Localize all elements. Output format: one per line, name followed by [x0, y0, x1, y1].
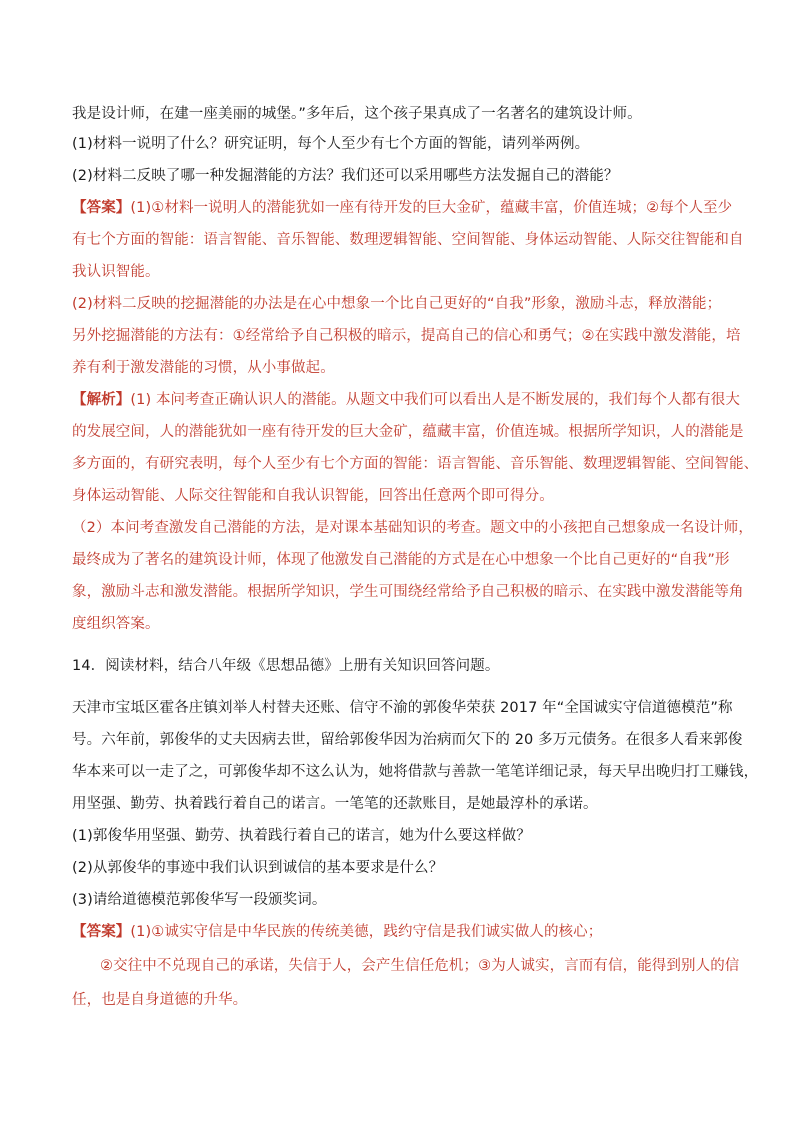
answer-tag: 【答案】: [72, 200, 131, 216]
answer-text: 有七个方面的智能：语言智能、音乐智能、数理逻辑智能、空间智能、身体运动智能、人际交往智能和自: [72, 232, 744, 248]
question-1: (1)材料一说明了什么？研究证明，每个人至少有七个方面的智能，请列举两例。: [72, 136, 590, 152]
analysis-text: 多方面的，有研究表明，每个人至少有七个方面的智能：语言智能、音乐智能、数理逻辑智能、空间智能、: [72, 456, 759, 472]
analysis-text: （2）本问考查激发自己潜能的方法，是对课本基础知识的考查。题文中的小孩把自己想象成一名设计师，: [72, 520, 753, 536]
question-2: (2)材料二反映了哪一种发掘潜能的方法？我们还可以采用哪些方法发掘自己的潜能？: [72, 168, 619, 184]
analysis-tag: 【解析】: [72, 392, 131, 408]
material-text-line: 我是设计师，在建一座美丽的城堡。”多年后，这个孩子果真成了一名著名的建筑设计师。: [72, 106, 642, 122]
answer-text: 另外挖掘潜能的方法有：①经常给予自己积极的暗示，提高自己的信心和勇气；②在实践中激发潜能，培: [72, 328, 741, 344]
answer-text: 任，也是自身道德的升华。: [72, 992, 248, 1008]
analysis-text: 的发展空间，人的潜能犹如一座有待开发的巨大金矿，蕴藏丰富，价值连城。根据所学知识，人的潜能是: [72, 424, 744, 440]
material-text-line: 天津市宝坻区霍各庄镇刘举人村替夫还账、信守不渝的郭俊华荣获 2017 年“全国诚实守信道德模范”称: [72, 700, 733, 716]
question-3: (3)请给道德模范郭俊华写一段颁奖词。: [72, 892, 327, 908]
analysis-text: (1) 本问考查正确认识人的潜能。从题文中我们可以看出人是不断发展的，我们每个人都有很大: [130, 392, 740, 408]
answer-tag: 【答案】: [72, 924, 131, 940]
analysis-text: 最终成为了著名的建筑设计师，体现了他激发自己潜能的方式是在心中想象一个比自己更好的“自我”形: [72, 552, 730, 568]
question-14-heading: 14．阅读材料，结合八年级《思想品德》上册有关知识回答问题。: [72, 658, 500, 674]
answer-line: [72, 198, 732, 218]
answer-text: (2)材料二反映的挖掘潜能的办法是在心中想象一个比自己更好的“自我”形象，激励斗志，释放潜能；: [72, 296, 722, 312]
analysis-text: 身体运动智能、人际交往智能和自我认识智能，回答出任意两个即可得分。: [72, 488, 554, 504]
material-text-line: 号。六年前，郭俊华的丈夫因病去世，留给郭俊华因为治病而欠下的 20 多万元债务。在很多人看来郭俊: [72, 732, 743, 748]
answer-text: (1)①诚实守信是中华民族的传统美德，践约守信是我们诚实做人的核心；: [130, 924, 603, 940]
answer-text: 我认识智能。: [72, 264, 160, 280]
material-text-line: 用坚强、勤劳、执着践行着自己的诺言。一笔笔的还款账目，是她最淳朴的承诺。: [72, 796, 598, 812]
question-2: (2)从郭俊华的事迹中我们认识到诚信的基本要求是什么？: [72, 860, 444, 876]
analysis-text: 度组织答案。: [72, 616, 160, 632]
analysis-line: [72, 390, 740, 410]
answer-text: 养有利于激发潜能的习惯，从小事做起。: [72, 360, 335, 376]
material-text-line: 华本来可以一走了之，可郭俊华却不这么认为，她将借款与善款一笔笔详细记录，每天早出晚归打工赚钱，: [72, 764, 759, 780]
answer-text: (1)①材料一说明人的潜能犹如一座有待开发的巨大金矿，蕴藏丰富，价值连城；②每个人至少: [130, 200, 733, 216]
question-1: (1)郭俊华用坚强、勤劳、执着践行着自己的诺言，她为什么要这样做？: [72, 828, 531, 844]
answer-line: [72, 922, 602, 942]
answer-text: ②交往中不兑现自己的承诺，失信于人，会产生信任危机；③为人诚实，言而有信，能得到别人的信: [100, 958, 740, 974]
analysis-text: 象，激励斗志和激发潜能。根据所学知识，学生可围绕经常给予自己积极的暗示、在实践中激发潜能等角: [72, 584, 744, 600]
